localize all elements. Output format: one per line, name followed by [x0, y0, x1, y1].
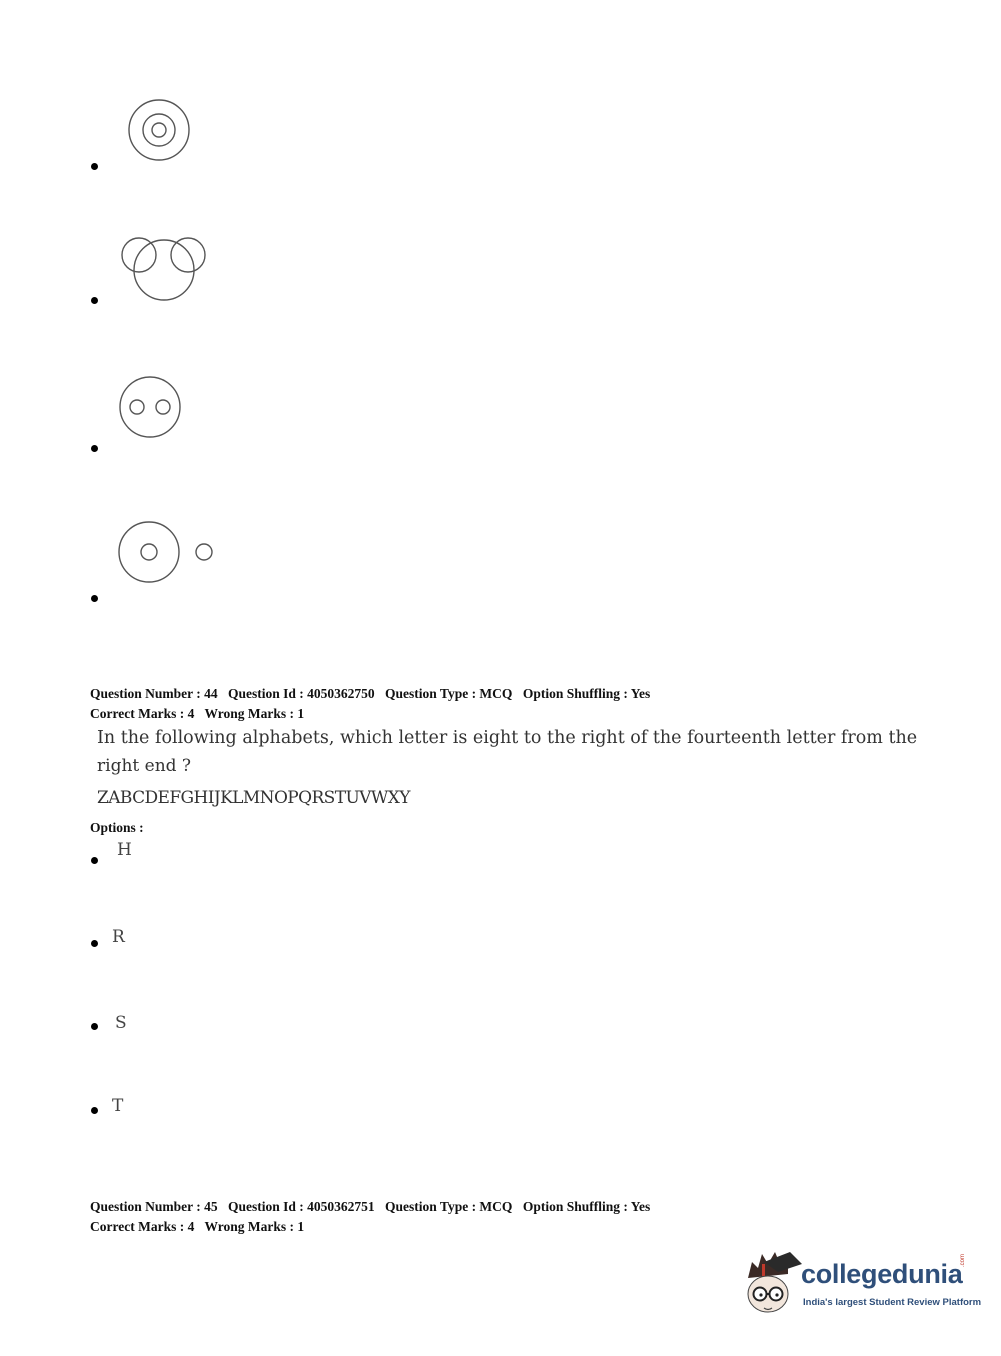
question-number: Question Number : 45 — [90, 1199, 218, 1214]
option-c[interactable]: S — [115, 1013, 127, 1033]
option-bullet[interactable] — [91, 163, 98, 170]
brand-tagline: India's largest Student Review Platform — [803, 1297, 982, 1308]
question-45-meta-line1 — [90, 1199, 657, 1215]
option-bullet[interactable] — [91, 940, 98, 947]
option-bullet[interactable] — [91, 445, 98, 452]
question-44-meta-line1 — [90, 686, 657, 702]
option-bullet[interactable] — [91, 857, 98, 864]
question-44-sequence: ZABCDEFGHIJKLMNOPQRSTUVWXY — [97, 788, 410, 808]
mascot-icon — [742, 1248, 802, 1320]
option-b[interactable]: R — [112, 927, 125, 947]
question-44-meta-line2 — [90, 706, 311, 722]
concentric-circles-figure — [124, 96, 194, 166]
question-type: Question Type : MCQ — [385, 1199, 513, 1214]
options-label: Options : — [90, 820, 144, 835]
option-d[interactable]: T — [112, 1096, 124, 1116]
question-44-text-line1: In the following alphabets, which letter is eight to the right of the fourteenth letter from the — [97, 728, 918, 748]
wrong-marks: Wrong Marks : 1 — [204, 706, 305, 721]
question-45-meta-line2 — [90, 1219, 311, 1235]
option-shuffling: Option Shuffling : Yes — [522, 686, 651, 701]
circle-with-inner-circle-and-outer-small-circle-figure — [114, 517, 224, 587]
option-bullet[interactable] — [91, 1023, 98, 1030]
three-overlapping-circles-figure — [116, 228, 216, 308]
option-a[interactable]: H — [117, 840, 132, 860]
correct-marks: Correct Marks : 4 — [90, 706, 195, 721]
question-number: Question Number : 44 — [90, 686, 218, 701]
question-id: Question Id : 4050362750 — [228, 686, 375, 701]
collegedunia-logo[interactable] — [742, 1248, 982, 1320]
brand-dotcom: .com — [960, 1253, 966, 1267]
circle-with-two-small-circles-figure — [115, 372, 185, 442]
question-type: Question Type : MCQ — [385, 686, 513, 701]
option-bullet[interactable] — [91, 595, 98, 602]
option-shuffling: Option Shuffling : Yes — [522, 1199, 651, 1214]
question-id: Question Id : 4050362751 — [228, 1199, 375, 1214]
wrong-marks: Wrong Marks : 1 — [204, 1219, 305, 1234]
option-bullet[interactable] — [91, 1107, 98, 1114]
option-bullet[interactable] — [91, 297, 98, 304]
correct-marks: Correct Marks : 4 — [90, 1219, 195, 1234]
brand-name: collegedunia — [801, 1259, 963, 1289]
question-44-text-line2: right end ? — [97, 756, 192, 776]
